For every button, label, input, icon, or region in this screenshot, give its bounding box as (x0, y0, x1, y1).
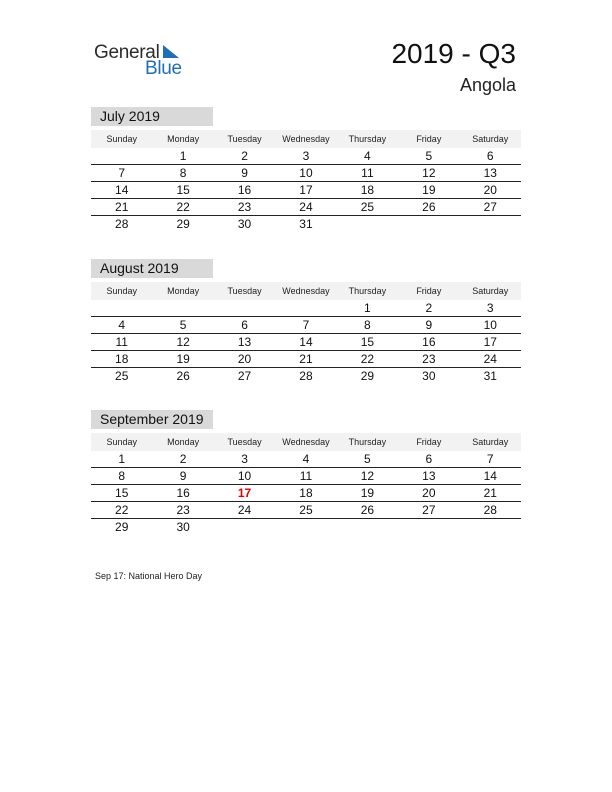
day-cell: 30 (176, 520, 190, 534)
day-cell: 8 (118, 469, 126, 483)
weekday-label: Tuesday (227, 286, 262, 296)
day-cell: 26 (422, 200, 436, 214)
day-cell: 22 (360, 352, 375, 366)
day-cell: 28 (115, 217, 129, 231)
day-cell: 18 (115, 352, 129, 366)
day-cell: 13 (483, 166, 497, 180)
day-cell: 14 (115, 183, 129, 197)
month-title: August 2019 (91, 259, 213, 278)
day-cell (460, 519, 521, 535)
day-cell: 24 (237, 503, 252, 517)
month-august (91, 259, 521, 384)
day-cell (152, 300, 213, 316)
day-cell: 8 (364, 318, 371, 332)
logo-text-blue: Blue (145, 58, 182, 79)
day-cell: 9 (241, 166, 248, 180)
day-cell: 31 (483, 369, 497, 383)
weekday-label: Wednesday (282, 437, 330, 447)
week-row (91, 502, 521, 519)
generalblue-logo (94, 42, 194, 80)
day-cell (337, 216, 398, 232)
day-cell: 10 (299, 166, 313, 180)
weekday-label: Wednesday (282, 286, 330, 296)
day-cell: 7 (302, 318, 310, 332)
week-row (91, 300, 521, 317)
weekday-label: Tuesday (227, 437, 262, 447)
holiday-day-cell: 17 (237, 486, 252, 500)
day-cell (91, 148, 152, 164)
day-cell: 26 (176, 369, 190, 383)
day-cell: 9 (425, 318, 433, 332)
weekday-label: Thursday (348, 437, 387, 447)
day-cell: 5 (425, 149, 433, 163)
week-row (91, 148, 521, 165)
week-row (91, 485, 521, 502)
day-cell: 20 (237, 352, 252, 366)
country-name: Angola (459, 75, 516, 95)
day-cell: 20 (483, 183, 497, 197)
day-cell: 23 (176, 503, 190, 517)
weekday-label: Thursday (348, 134, 387, 144)
month-title: July 2019 (91, 107, 213, 126)
day-cell: 11 (299, 469, 313, 483)
day-cell: 7 (486, 452, 494, 466)
day-cell: 1 (118, 452, 126, 466)
weekday-label: Monday (167, 134, 200, 144)
day-cell: 25 (115, 369, 129, 383)
month-weeks (91, 300, 521, 384)
week-row (91, 182, 521, 199)
day-cell: 8 (179, 166, 187, 180)
weekday-label: Tuesday (227, 134, 262, 144)
day-cell (337, 519, 398, 535)
day-cell (275, 300, 336, 316)
day-cell: 10 (483, 318, 497, 332)
day-cell: 23 (237, 200, 252, 214)
weekday-label: Monday (167, 286, 200, 296)
month-weeks (91, 148, 521, 232)
day-cell: 11 (115, 335, 128, 349)
day-cell: 13 (422, 469, 436, 483)
month-july (91, 107, 521, 232)
week-row (91, 351, 521, 368)
day-cell (214, 300, 275, 316)
day-cell: 3 (486, 301, 494, 315)
day-cell: 6 (486, 149, 494, 163)
week-row (91, 468, 521, 485)
week-row (91, 216, 521, 232)
day-cell: 16 (176, 486, 190, 500)
day-cell: 2 (425, 301, 433, 315)
day-cell: 24 (483, 352, 497, 366)
day-cell: 25 (299, 503, 313, 517)
day-cell: 4 (364, 149, 371, 163)
weekday-label: Friday (416, 134, 442, 144)
day-cell: 26 (360, 503, 375, 517)
weekday-label: Saturday (472, 286, 509, 296)
day-cell: 30 (422, 369, 436, 383)
week-row (91, 317, 521, 334)
day-cell (398, 216, 459, 232)
day-cell: 29 (360, 369, 375, 383)
logo-text-general: General (94, 42, 160, 63)
week-row (91, 165, 521, 182)
day-cell (398, 519, 459, 535)
week-row (91, 199, 521, 216)
weekday-label: Friday (416, 437, 442, 447)
day-cell: 18 (299, 486, 313, 500)
week-row (91, 451, 521, 468)
day-cell: 19 (360, 486, 375, 500)
day-cell: 2 (241, 149, 248, 163)
month-weeks (91, 451, 521, 535)
day-cell: 15 (176, 183, 190, 197)
day-cell (214, 519, 275, 535)
day-cell: 1 (364, 301, 371, 315)
day-cell: 6 (241, 318, 248, 332)
day-cell: 15 (360, 335, 375, 349)
day-cell: 21 (115, 200, 129, 214)
weekday-label: Wednesday (282, 134, 330, 144)
day-cell: 28 (299, 369, 313, 383)
day-cell: 21 (299, 352, 313, 366)
day-cell: 25 (360, 200, 375, 214)
day-cell: 14 (299, 335, 313, 349)
day-cell: 19 (176, 352, 190, 366)
month-title: September 2019 (91, 410, 213, 429)
day-cell: 3 (302, 149, 310, 163)
weekday-label: Sunday (106, 134, 137, 144)
day-cell: 16 (237, 183, 252, 197)
day-cell: 24 (299, 200, 313, 214)
day-cell: 7 (118, 166, 126, 180)
week-row (91, 368, 521, 384)
day-cell: 27 (237, 369, 252, 383)
weekday-label: Saturday (472, 134, 509, 144)
day-cell: 31 (299, 217, 313, 231)
day-cell: 22 (115, 503, 129, 517)
day-cell (460, 216, 521, 232)
day-cell: 27 (422, 503, 436, 517)
day-cell (275, 519, 336, 535)
day-cell: 21 (483, 486, 497, 500)
month-september (91, 410, 521, 535)
day-cell: 4 (118, 318, 126, 332)
weekday-label: Monday (167, 437, 200, 447)
day-cell: 29 (115, 520, 129, 534)
weekday-header-row (91, 130, 521, 148)
weekday-label: Saturday (472, 437, 509, 447)
day-cell: 11 (361, 166, 374, 180)
day-cell: 5 (364, 452, 371, 466)
day-cell: 30 (237, 217, 252, 231)
weekday-label: Sunday (106, 437, 137, 447)
day-cell: 18 (360, 183, 375, 197)
day-cell: 23 (422, 352, 436, 366)
weekday-header-row (91, 282, 521, 300)
day-cell: 12 (422, 166, 436, 180)
week-row (91, 519, 521, 535)
day-cell: 2 (179, 452, 187, 466)
weekday-label: Friday (416, 286, 442, 296)
day-cell: 16 (422, 335, 436, 349)
day-cell: 9 (179, 469, 187, 483)
day-cell: 20 (422, 486, 436, 500)
holiday-note: Sep 17: National Hero Day (95, 571, 203, 581)
weekday-header-row (91, 433, 521, 451)
day-cell: 29 (176, 217, 190, 231)
day-cell: 27 (483, 200, 497, 214)
day-cell: 1 (179, 149, 187, 163)
day-cell: 10 (237, 469, 252, 483)
day-cell: 4 (302, 452, 310, 466)
day-cell: 3 (241, 452, 248, 466)
day-cell: 12 (360, 469, 375, 483)
day-cell: 17 (483, 335, 497, 349)
day-cell: 13 (237, 335, 252, 349)
weekday-label: Sunday (106, 286, 137, 296)
day-cell: 28 (483, 503, 497, 517)
weekday-label: Thursday (348, 286, 387, 296)
day-cell: 15 (115, 486, 129, 500)
day-cell: 19 (422, 183, 436, 197)
day-cell: 22 (176, 200, 190, 214)
day-cell (91, 300, 152, 316)
week-row (91, 334, 521, 351)
day-cell: 17 (299, 183, 313, 197)
day-cell: 14 (483, 469, 497, 483)
day-cell: 5 (179, 318, 187, 332)
day-cell: 12 (176, 335, 190, 349)
day-cell: 6 (425, 452, 433, 466)
page-title: 2019 - Q3 (391, 38, 516, 69)
